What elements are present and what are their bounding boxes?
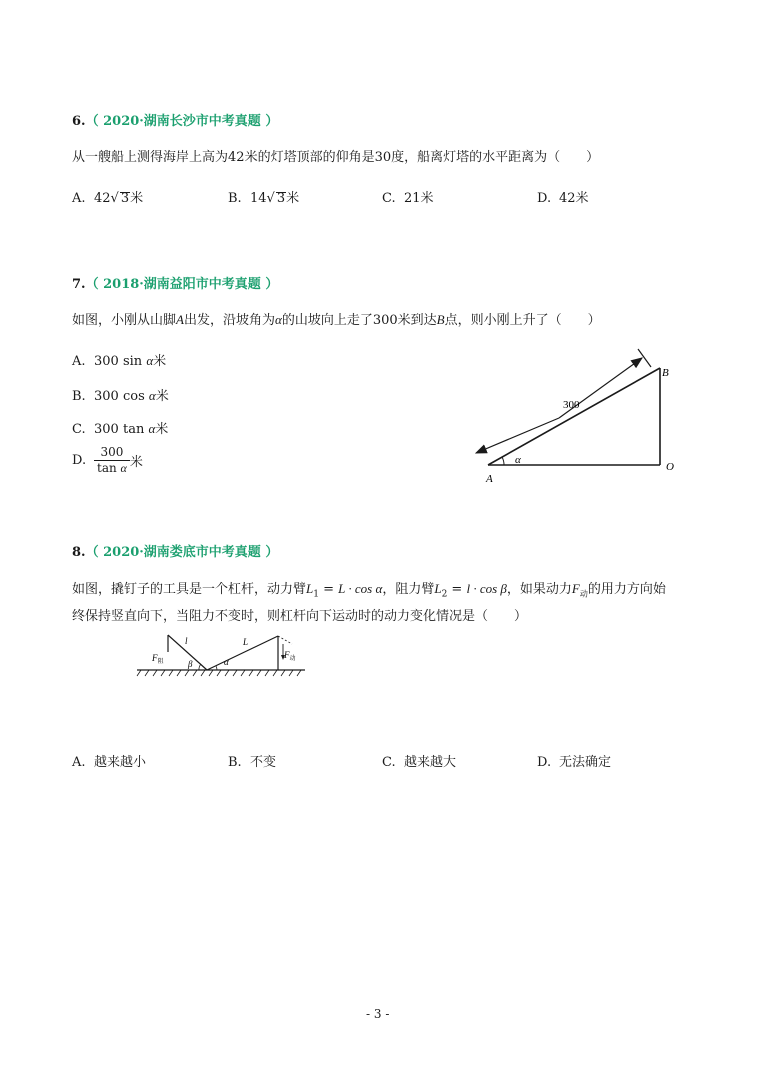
dimension-tick (638, 349, 651, 367)
label-beta: β (188, 659, 193, 669)
option-radicand: 3 (276, 191, 286, 206)
option-var: α (148, 421, 156, 436)
q8-eq1: = (318, 582, 339, 597)
q6-stem-num2: 30 (374, 150, 392, 165)
q8-option-a[interactable] (72, 751, 146, 770)
q7-stem-text-a: 如图，小刚从山脚 (72, 313, 177, 328)
q6-number: 6. (72, 114, 86, 129)
option-letter: D. (537, 755, 552, 770)
q8-source: （ 2020·湖南娄底市中考真题 ） (85, 545, 279, 560)
q8-text-d: 的用力方向始 (587, 582, 666, 597)
fraction-den-var: α (120, 461, 127, 475)
label-l: l (185, 636, 188, 646)
q7-stem-point-a: A (176, 312, 184, 327)
q6-option-c[interactable] (382, 187, 434, 206)
q8-L2-rhs: l · cos β (466, 581, 507, 596)
option-text: 越来越大 (404, 755, 457, 770)
label-alpha: α (224, 657, 229, 667)
q8-text-b: ，阻力臂 (382, 582, 435, 597)
q6-stem-text-a: 从一艘船上测得海岸上高为 (72, 150, 229, 165)
option-unit: 米 (155, 422, 169, 437)
q7-figure (460, 340, 700, 490)
q8-eq2: = (447, 582, 467, 597)
option-unit: 米 (575, 191, 589, 206)
option-num: 300 (94, 354, 119, 369)
label-F-push: $F_动$ (284, 650, 296, 662)
q7-option-d[interactable] (72, 445, 143, 476)
q7-stem-text-b: 出发，沿坡角为 (183, 313, 275, 328)
option-letter: D. (72, 453, 87, 468)
option-letter: D. (537, 191, 552, 206)
fraction (94, 445, 130, 476)
option-letter: A. (72, 755, 86, 770)
q8-figure (135, 630, 310, 678)
option-letter: C. (72, 422, 86, 437)
q6-option-a[interactable] (72, 187, 143, 206)
q7-stem-text-c: 的山坡向上走了 (281, 313, 373, 328)
q7-header (72, 273, 278, 292)
option-unit: 米 (420, 191, 434, 206)
q7-option-c[interactable] (72, 418, 168, 437)
option-num: 300 (94, 389, 119, 404)
option-unit: 米 (129, 455, 143, 470)
option-letter: A. (72, 191, 86, 206)
label-o: O (666, 461, 674, 473)
fraction-den-fn: tan (97, 461, 117, 475)
angle-arc (502, 457, 504, 465)
q6-option-b[interactable] (228, 187, 299, 206)
option-radicand: 3 (120, 191, 130, 206)
option-text: 无法确定 (559, 755, 612, 770)
q7-stem-text-e: 点，则小刚上升了（ ） (444, 313, 601, 328)
q7-stem-num: 300 (372, 313, 398, 328)
q8-header (72, 541, 278, 560)
q8-option-c[interactable] (382, 751, 456, 770)
option-unit: 米 (153, 354, 167, 369)
q6-header (72, 110, 278, 129)
option-letter: B. (228, 755, 242, 770)
q8-text-line2: 终保持竖直向下，当阻力不变时，则杠杆向下运动时的动力变化情况是（ ） (72, 609, 528, 624)
q8-number: 8. (72, 545, 86, 560)
sqrt-sign: √ (266, 191, 275, 206)
page-number: - 3 - (366, 1007, 390, 1021)
q6-stem-num1: 42 (228, 150, 245, 165)
sqrt-sign: √ (110, 191, 119, 206)
label-b: B (662, 367, 669, 379)
option-num: 300 (94, 422, 119, 437)
option-coef: 14 (250, 191, 267, 206)
q6-option-d[interactable] (537, 187, 589, 206)
q8-stem-line2 (72, 605, 527, 624)
label-length: 300 (563, 399, 580, 411)
q6-stem (72, 146, 599, 165)
q8-L2: L (434, 581, 442, 596)
angle-arc-beta (199, 664, 201, 670)
option-letter: B. (228, 191, 242, 206)
option-fn: cos (122, 389, 145, 404)
q8-L1: L (306, 581, 314, 596)
option-text: 不变 (250, 755, 277, 770)
q7-stem-text-d: 米到达 (397, 313, 437, 328)
q6-stem-text-b: 米的灯塔顶部的仰角是 (244, 150, 375, 165)
q7-stem-alpha: α (274, 312, 282, 327)
fraction-denominator (94, 461, 130, 476)
q7-option-b[interactable] (72, 385, 169, 404)
q6-source: （ 2020·湖南长沙市中考真题 ） (85, 114, 279, 129)
force-dashed (278, 636, 292, 644)
option-letter: A. (72, 354, 86, 369)
option-var: α (148, 388, 156, 403)
option-coef: 42 (94, 191, 111, 206)
option-unit: 米 (130, 191, 144, 206)
label-F-resist: $F_阻$ (152, 653, 164, 665)
option-unit: 米 (155, 389, 169, 404)
q7-stem (72, 309, 601, 328)
q7-option-a[interactable] (72, 350, 166, 369)
q7-stem-point-b: B (436, 312, 445, 327)
option-value: 21 (404, 191, 421, 206)
option-var: α (146, 353, 154, 368)
q8-F: F (571, 581, 580, 596)
q8-option-b[interactable] (228, 751, 276, 770)
q8-L1-sub: 1 (313, 589, 319, 600)
ground-hatch (137, 670, 301, 676)
q8-stem-line1 (72, 578, 666, 600)
label-L: L (243, 637, 249, 647)
q7-source: （ 2018·湖南益阳市中考真题 ） (85, 277, 279, 292)
option-fn: tan (122, 422, 145, 437)
option-value: 42 (559, 191, 576, 206)
label-alpha: α (515, 454, 521, 466)
q8-text-a: 如图，撬钉子的工具是一个杠杆，动力臂 (72, 582, 307, 597)
fraction-numerator: 300 (94, 445, 130, 461)
q8-option-d[interactable] (537, 751, 611, 770)
option-text: 越来越小 (94, 755, 147, 770)
option-letter: C. (382, 191, 396, 206)
q7-number: 7. (72, 277, 86, 292)
label-a: A (486, 473, 493, 485)
option-letter: C. (382, 755, 396, 770)
q6-stem-text-c: 度，船离灯塔的水平距离为（ ） (391, 150, 600, 165)
q8-L2-sub: 2 (441, 589, 448, 600)
q8-L1-rhs: L · cos α (338, 581, 383, 596)
q8-F-sub: 动 (579, 589, 588, 599)
triangle-hypotenuse (488, 368, 660, 465)
q8-text-c: ，如果动力 (506, 582, 572, 597)
option-fn: sin (122, 354, 143, 369)
option-unit: 米 (286, 191, 300, 206)
option-letter: B. (72, 389, 86, 404)
